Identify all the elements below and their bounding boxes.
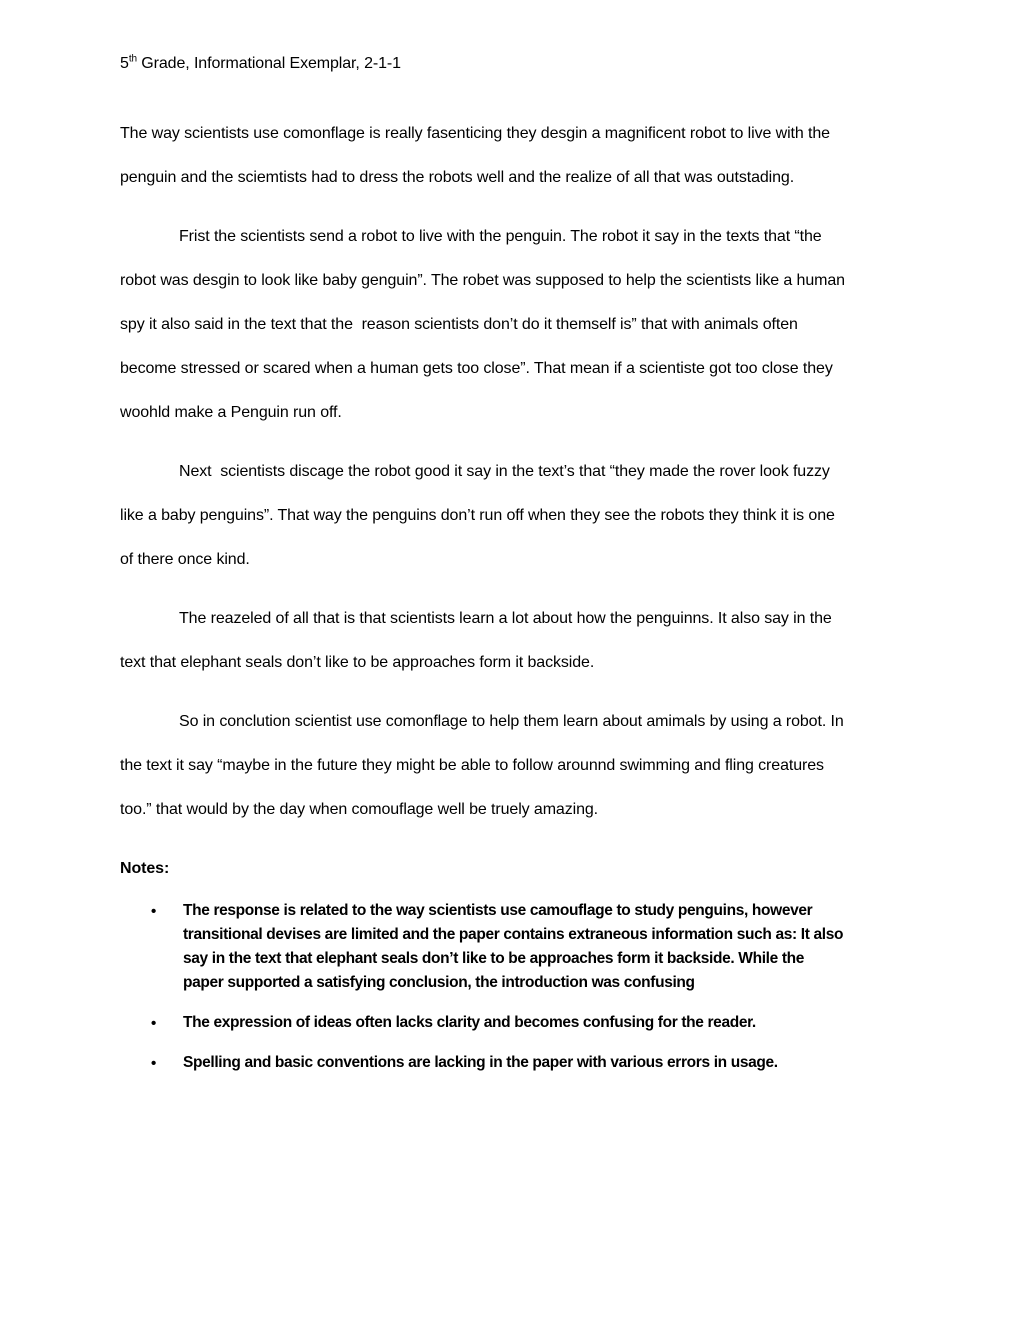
note-bullet-1-text: [183, 899, 892, 995]
text-line: The expression of ideas often lacks clarity and becomes confusing for the reader.: [183, 1014, 756, 1031]
text-line: penguin and the sciemtists had to dress the robots well and the realize of all that was outstading.: [120, 169, 795, 186]
text-line: So in conclution scientist use comonflage to help them learn about amimals by using a robot. In: [179, 713, 844, 730]
header-grade-number: 5: [120, 55, 129, 72]
text-line: robot was desgin to look like baby genguin”. The robet was supposed to help the scientists like a human: [120, 272, 845, 289]
text-line: Next scientists discage the robot good it say in the text’s that “they made the rover look fuzzy: [179, 463, 830, 480]
header-ordinal-suffix: th: [128, 53, 137, 65]
essay-paragraph-result: [120, 597, 892, 685]
document-header: [120, 52, 401, 76]
essay-body: [120, 112, 892, 1091]
text-line: the text it say “maybe in the future they might be able to follow arounnd swimming and fling creatures: [120, 757, 824, 774]
bullet-icon: •: [151, 1055, 157, 1072]
notes-heading: Notes:: [120, 860, 170, 877]
text-line: say in the text that elephant seals don’t like to be approaches form it backside. While the: [183, 950, 805, 967]
note-bullet-3: [120, 1051, 892, 1075]
note-bullet-3-text: [183, 1051, 892, 1075]
text-line: Frist the scientists send a robot to live with the penguin. The robot it say in the texts that “the: [179, 228, 822, 245]
text-line: woohld make a Penguin run off.: [120, 404, 342, 421]
text-line: Spelling and basic conventions are lacking in the paper with various errors in usage.: [183, 1054, 778, 1071]
header-title: Grade, Informational Exemplar, 2-1-1: [136, 55, 401, 72]
text-line: The response is related to the way scientists use camouflage to study penguins, however: [183, 902, 813, 919]
text-line: spy it also said in the text that the reason scientists don’t do it themself is” that with animals often: [120, 316, 798, 333]
text-line: The way scientists use comonflage is really fasenticing they desgin a magnificent robot to live with the: [120, 125, 830, 142]
text-line: transitional devises are limited and the paper contains extraneous information such as: It also: [183, 926, 844, 943]
text-line: The reazeled of all that is that scientists learn a lot about how the penguinns. It also say in the: [179, 610, 832, 627]
bullet-icon: •: [151, 1015, 157, 1032]
note-bullet-2-text: [183, 1011, 892, 1035]
text-line: like a baby penguins”. That way the penguins don’t run off when they see the robots they think it is one: [120, 507, 835, 524]
text-line: too.” that would by the day when comouflage well be truely amazing.: [120, 801, 599, 818]
note-bullet-1: [120, 899, 892, 995]
essay-paragraph-first: [120, 215, 892, 435]
text-line: paper supported a satisfying conclusion, the introduction was confusing: [183, 974, 695, 991]
text-line: of there once kind.: [120, 551, 250, 568]
essay-paragraph-next: [120, 450, 892, 582]
bullet-icon: •: [151, 903, 157, 920]
essay-paragraph-conclusion: [120, 700, 892, 832]
essay-paragraph-intro: [120, 112, 892, 200]
note-bullet-2: [120, 1011, 892, 1035]
text-line: text that elephant seals don’t like to be approaches form it backside.: [120, 654, 595, 671]
text-line: become stressed or scared when a human gets too close”. That mean if a scientiste got too close they: [120, 360, 833, 377]
